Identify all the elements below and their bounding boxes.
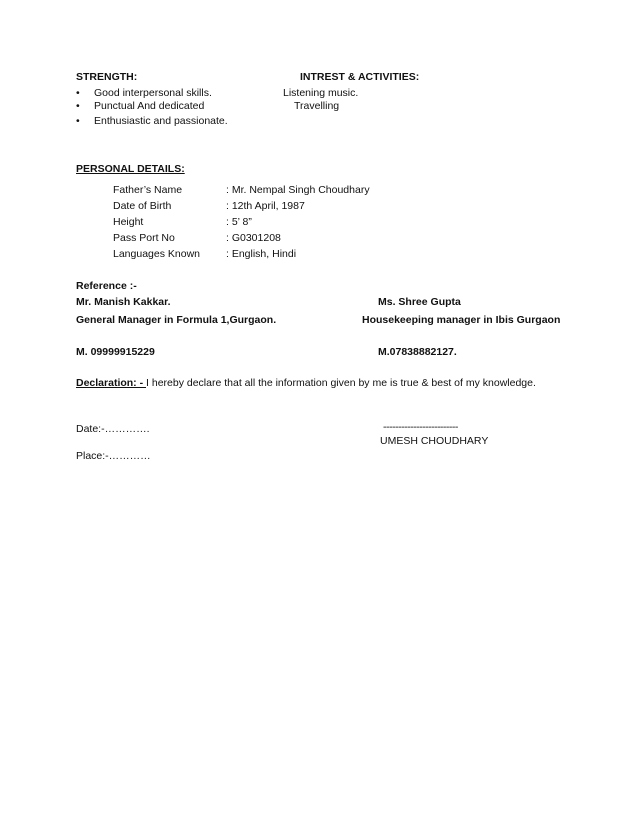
strength-item: Good interpersonal skills. bbox=[94, 87, 212, 99]
reference-right-phone: M.07838882127. bbox=[378, 346, 457, 358]
reference-right-name: Ms. Shree Gupta bbox=[378, 296, 461, 308]
reference-left-title: General Manager in Formula 1,Gurgaon. bbox=[76, 314, 277, 326]
reference-left-name: Mr. Manish Kakkar. bbox=[76, 296, 171, 308]
detail-value: : 5’ 8” bbox=[226, 216, 252, 228]
detail-label: Height bbox=[113, 216, 144, 228]
reference-heading: Reference :- bbox=[76, 280, 137, 292]
interests-heading: INTREST & ACTIVITIES: bbox=[300, 71, 420, 83]
strength-bullet: • bbox=[76, 87, 80, 99]
reference-left-phone: M. 09999915229 bbox=[76, 346, 155, 358]
reference-right-title: Housekeeping manager in Ibis Gurgaon bbox=[362, 314, 561, 326]
date-field: Date:-…………. bbox=[76, 423, 150, 435]
detail-value: : Mr. Nempal Singh Choudhary bbox=[226, 184, 370, 196]
signature-line: ------------------------- bbox=[383, 421, 458, 433]
strength-item: Punctual And dedicated bbox=[94, 100, 205, 112]
strength-heading: STRENGTH: bbox=[76, 71, 138, 83]
detail-value: : 12th April, 1987 bbox=[226, 200, 305, 212]
interest-item: Travelling bbox=[294, 100, 340, 112]
detail-value: : English, Hindi bbox=[226, 248, 297, 260]
detail-label: Pass Port No bbox=[113, 232, 175, 244]
declaration-text: I hereby declare that all the information given by me is true & best of my knowledge. bbox=[146, 377, 536, 389]
strength-bullet: • bbox=[76, 100, 80, 112]
detail-value: : G0301208 bbox=[226, 232, 281, 244]
signature-name: UMESH CHOUDHARY bbox=[380, 435, 489, 447]
detail-label: Father’s Name bbox=[113, 184, 183, 196]
place-field: Place:-………… bbox=[76, 450, 151, 462]
detail-label: Date of Birth bbox=[113, 200, 172, 212]
interest-item: Listening music. bbox=[283, 87, 359, 99]
detail-label: Languages Known bbox=[113, 248, 200, 260]
strength-item: Enthusiastic and passionate. bbox=[94, 115, 228, 127]
personal-details-heading: PERSONAL DETAILS: bbox=[76, 163, 185, 175]
declaration-label: Declaration: - bbox=[76, 377, 147, 389]
declaration bbox=[76, 377, 536, 390]
strength-bullet: • bbox=[76, 115, 80, 127]
